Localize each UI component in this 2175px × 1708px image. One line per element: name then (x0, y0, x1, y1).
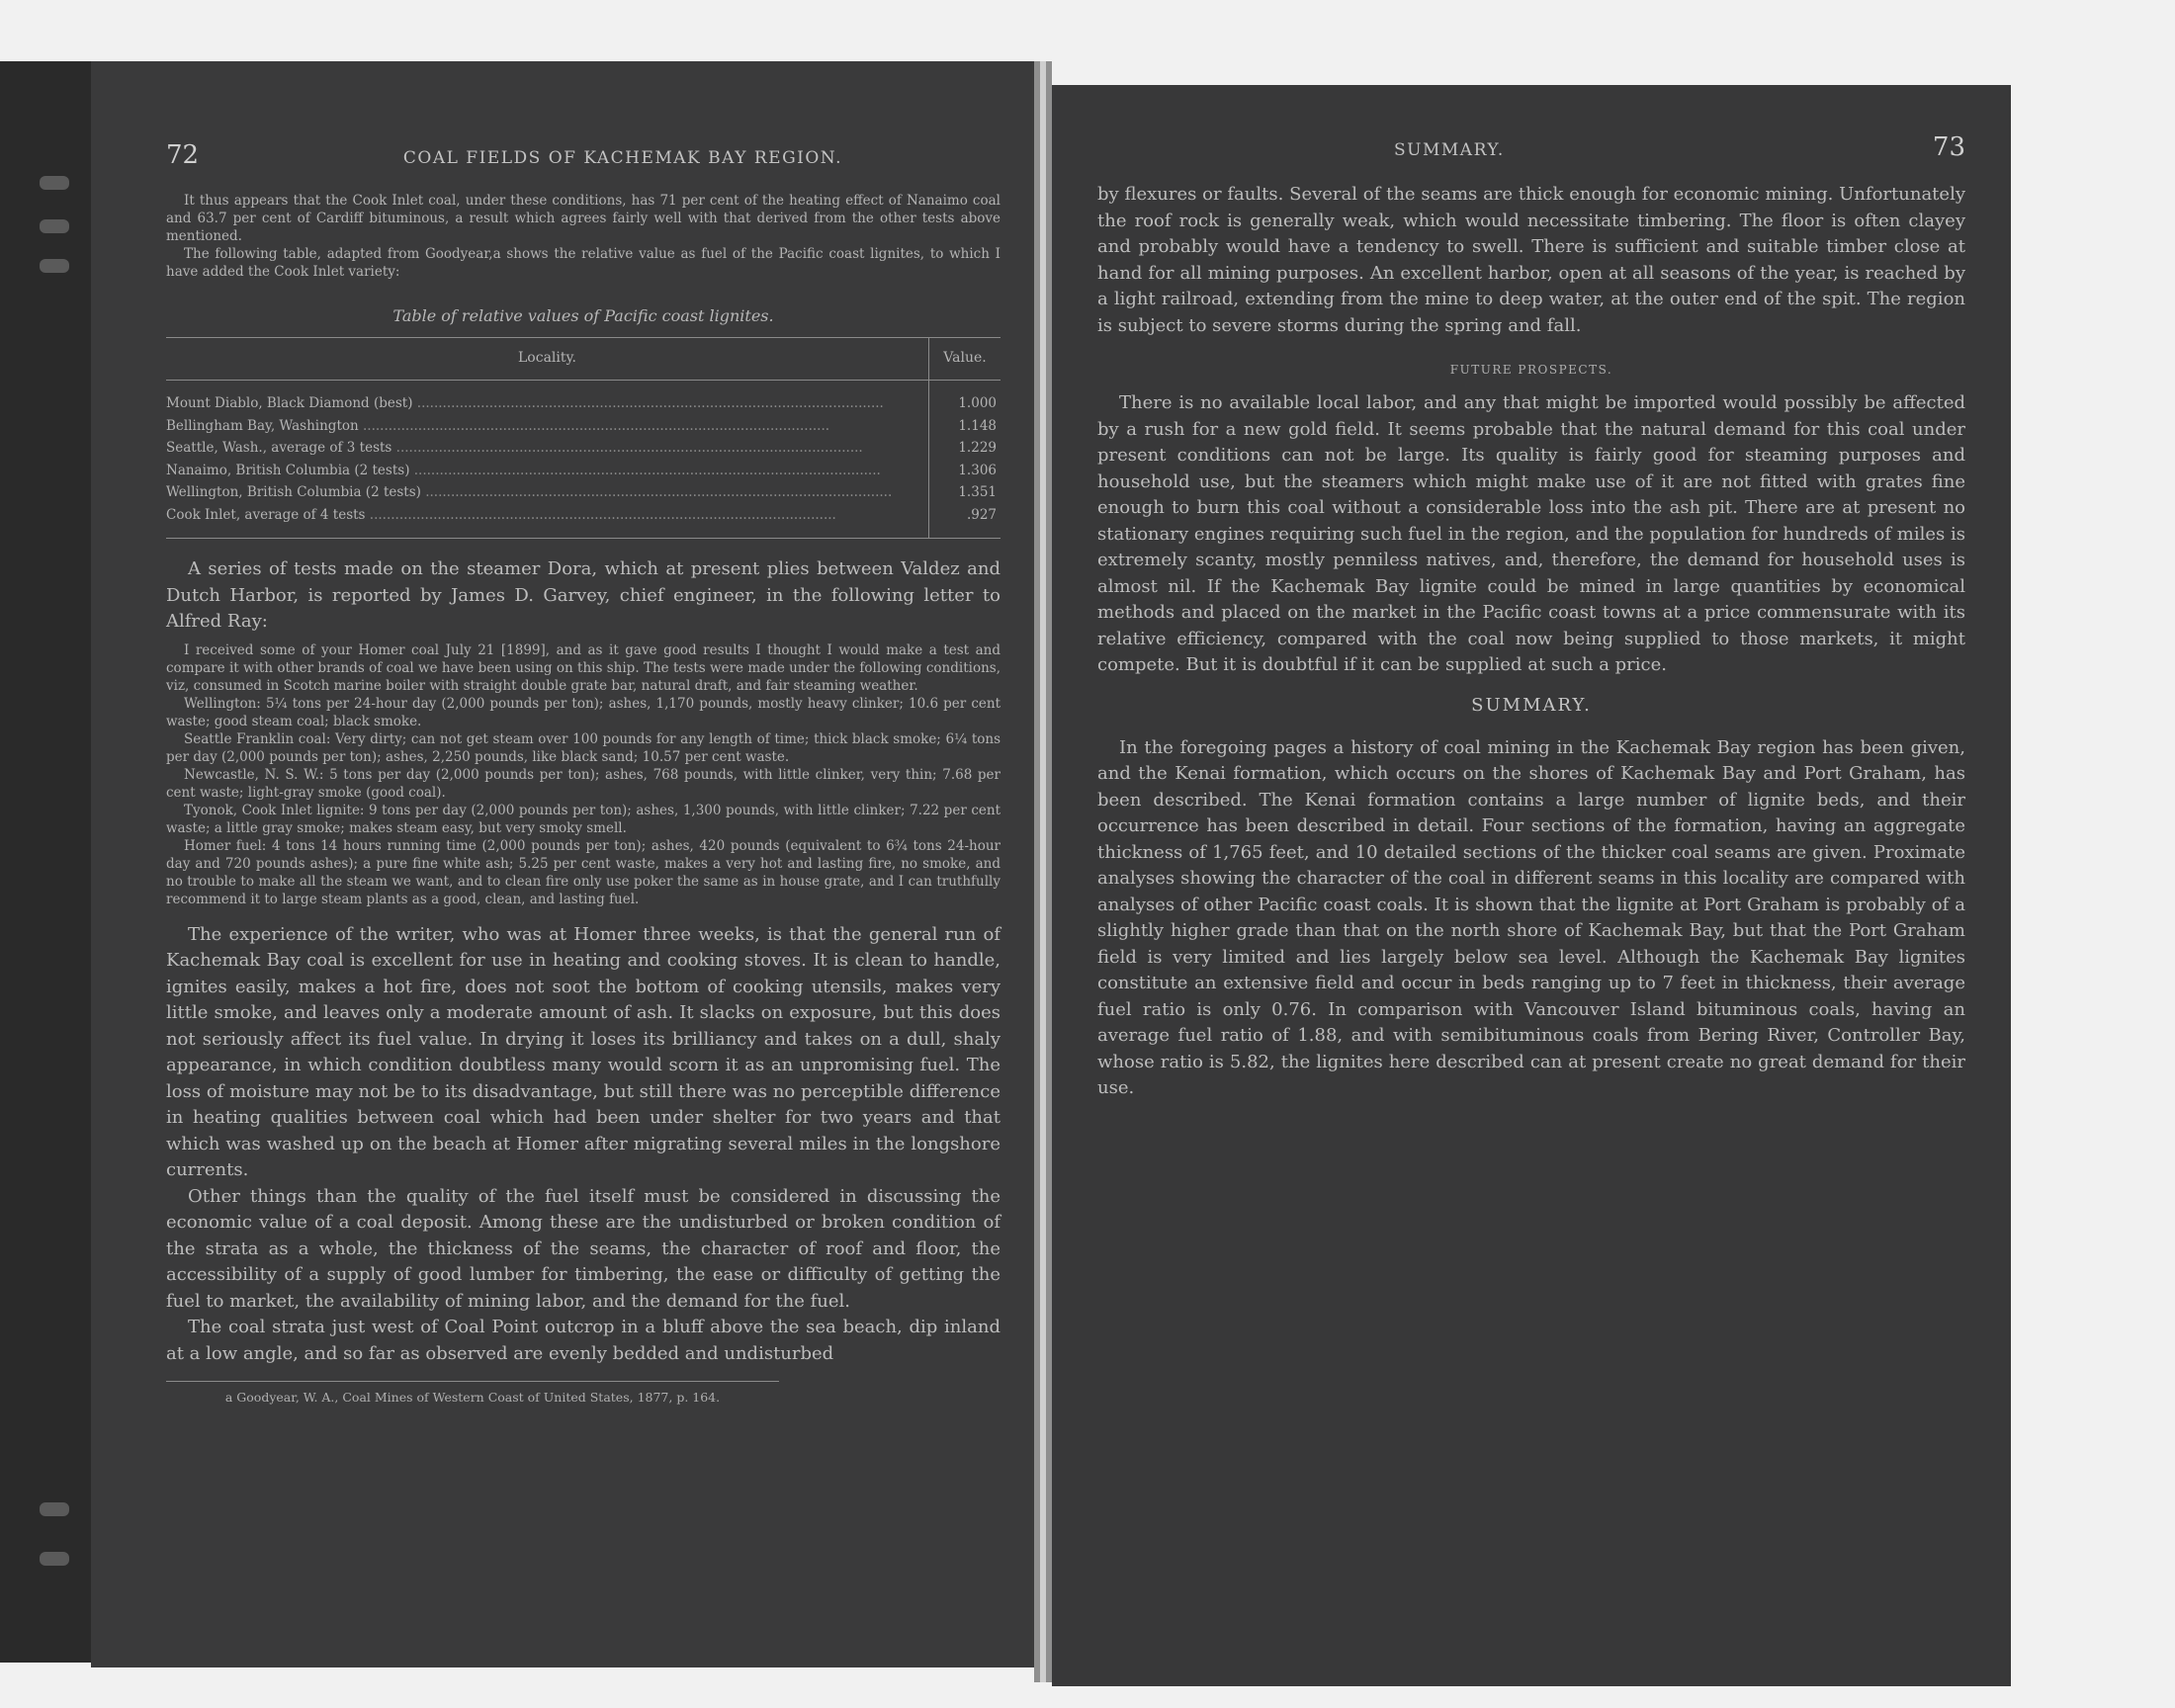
running-title: SUMMARY. (1394, 140, 1505, 160)
table-cell-locality: Seattle, Wash., average of 3 tests (166, 440, 392, 456)
table-row (166, 504, 1000, 539)
scan-speck (40, 1552, 69, 1566)
left-running-head (166, 140, 1000, 170)
continuation-paragraph: by flexures or faults. Several of the seams are thick enough for economic mining. Unfortunately the roof rock is generally weak, which would necessitate timbering. The floor is often clayey and probably would have a tendency to swell. There is sufficient and suitable timber close at hand for all mining purposes. An excellent harbor, open at all seasons of the year, is reached by a light railroad, extending from the mine to deep water, at the outer end of the spit. The region is subject to severe storms during the spring and fall. (1097, 184, 1965, 336)
table-cell-value: 1.000 (958, 395, 997, 411)
future-prospects-heading: FUTURE PROSPECTS. (1449, 363, 1613, 377)
column-header-value: Value. (929, 338, 1001, 381)
book-gutter-highlight (1040, 61, 1046, 1682)
table-row (166, 381, 1000, 415)
intro-paragraph: The following table, adapted from Goodyear,a shows the relative value as fuel of the Pacific coast lignites, to which I have added the Cook Inlet variety: (166, 246, 1000, 280)
right-running-head (1097, 132, 1965, 162)
scan-left-edge (0, 61, 91, 1663)
scan-speck (40, 1502, 69, 1516)
table-row (166, 415, 1000, 438)
footnote: a Goodyear, W. A., Coal Mines of Western Coast of United States, 1877, p. 164. (166, 1381, 779, 1405)
table-row (166, 460, 1000, 482)
letter-paragraph: Wellington: 5¼ tons per 24-hour day (2,000 pounds per ton); ashes, 1,170 pounds, mostly heavy clinker; 10.6 per cent waste; good steam coal; black smoke. (166, 695, 1000, 729)
letter-paragraph: Homer fuel: 4 tons 14 hours running time (2,000 pounds per ton); ashes, 420 pounds (equivalent to 6¾ tons 24-hour day and 720 pounds ashes); a pure fine white ash; 5.25 per cent waste, makes a very hot and lasting fire, no smoke, and no trouble to make all the steam we want, and to clean fire only use poker the same as in house grate, and I can truthfully recommend it to large steam plants as a good, clean, and lasting fuel. (166, 837, 1000, 907)
running-title: COAL FIELDS OF KACHEMAK BAY REGION. (402, 148, 842, 168)
table-cell-locality: Bellingham Bay, Washington (166, 417, 359, 434)
table-cell-locality: Mount Diablo, Black Diamond (best) (166, 395, 413, 411)
summary-paragraph: In the foregoing pages a history of coal mining in the Kachemak Bay region has been given, and the Kenai formation, which occurs on the shores of Kachemak Bay and Port Graham, has been described. The Kenai formation contains a large number of lignite beds, and their occurrence has been described in detail. Four sections of the formation, having an aggregate thickness of 1,765 feet, and 10 detailed sections of the thicker coal seams are given. Proximate analyses showing the character of the coal in different seams in this locality are compared with analyses of other Pacific coast coals. It is shown that the lignite at Port Graham is probably of a slightly higher grade than that on the north shore of Kachemak Bay, but that the Port Graham field is very limited and lies largely below sea level. Although the Kachemak Bay lignites constitute an extensive field and occur in beds ranging up to 7 feet in thickness, their average fuel ratio is only 0.76. In comparison with Vancouver Island bituminous coals, having an average fuel ratio of 1.88, and with semibituminous coals from Bering River, Controller Bay, whose ratio is 5.82, the lignites here described can at present create no great demand for their use. (1097, 736, 1965, 1098)
letter-paragraph: Newcastle, N. S. W.: 5 tons per day (2,000 pounds per ton); ashes, 768 pounds, with little clinker, very thin; 7.68 per cent waste; light-gray smoke (good coal). (166, 766, 1000, 801)
table-cell-locality: Cook Inlet, average of 4 tests (166, 506, 366, 523)
dora-intro-block (166, 556, 1000, 636)
right-page (1052, 85, 2011, 1686)
page-number: 73 (1932, 132, 1965, 162)
dot-leader: .............................................................................................................. (392, 440, 863, 456)
scan-speck (40, 259, 69, 273)
left-page (91, 61, 1042, 1667)
intro-text (166, 192, 1000, 281)
continuation-text (1097, 182, 1965, 339)
summary-heading: SUMMARY. (1471, 694, 1592, 716)
body-paragraph: The coal strata just west of Coal Point outcrop in a bluff above the sea beach, dip inland at a low angle, and so far as observed are evenly bedded and undisturbed (166, 1317, 1000, 1364)
table-cell-value: 1.229 (958, 440, 997, 456)
letter-block (166, 641, 1000, 908)
dot-leader: .............................................................................................................. (409, 462, 881, 478)
dot-leader: .............................................................................................................. (365, 506, 836, 523)
table-title: Table of relative values of Pacific coast lignites. (392, 306, 774, 325)
body-paragraph: The experience of the writer, who was at Homer three weeks, is that the general run of Kachemak Bay coal is excellent for use in heating and cooking stoves. It is clean to handle, ignites easily, makes a hot fire, does not soot the bottom of cooking utensils, makes very little smoke, and leaves only a moderate amount of ash. It slacks on exposure, but this does not seriously affect its fuel value. In drying it loses its brilliancy and takes on a dull, shaly appearance, in which condition doubtless many would scorn it as an unpromising fuel. The loss of moisture may not be to its disadvantage, but still there was no perceptible difference in heating qualities between coal which had been under shelter for two years and that which was washed up on the beach at Homer after migrating several miles in the longshore currents. (166, 923, 1000, 1180)
letter-paragraph: I received some of your Homer coal July 21 [1899], and as it gave good results I thought I would make a test and compare it with other brands of coal we have been using on this ship. The tests were made under the following conditions, viz, consumed in Scotch marine boiler with straight double grate bar, natural draft, and fair steaming weather. (166, 641, 1000, 694)
scan-speck (40, 176, 69, 190)
table-cell-locality: Nanaimo, British Columbia (2 tests) (166, 462, 410, 478)
table-row (166, 481, 1000, 504)
dot-leader: .............................................................................................................. (420, 484, 893, 500)
dot-leader: .............................................................................................................. (412, 395, 884, 411)
future-prospects-paragraph: There is no available local labor, and any that might be imported would possibly be affected by a rush for a new gold field. It seems probable that the natural demand for this coal under present conditions can not be large. Its quality is fairly good for steaming purposes and household use, but the steamers which might make use of it are not fitted with grates fine enough to burn this coal without a considerable loss into the ash pit. There are at present no stationary engines requiring such fuel in the region, and the population for hundreds of miles is extremely scanty, mostly penniless natives, and, therefore, the demand for household uses is almost nil. If the Kachemak Bay lignite could be mined in large quantities by economical methods and placed on the market in the Pacific coast towns at a price commensurate with its relative efficiency, compared with the coal now being supplied to those markets, it might compete. But it is doubtful if it can be supplied at such a price. (1097, 392, 1965, 675)
table-cell-value: 1.306 (958, 462, 997, 478)
table-cell-locality: Wellington, British Columbia (2 tests) (166, 484, 421, 500)
page-number: 72 (166, 140, 200, 170)
future-prospects-text (1097, 390, 1965, 679)
intro-paragraph: It thus appears that the Cook Inlet coal, under these conditions, has 71 per cent of the heating effect of Nanaimo coal and 63.7 per cent of Cardiff bituminous, a result which agrees fairly well with that derived from the other tests above mentioned. (166, 193, 1000, 244)
table-cell-value: 1.351 (958, 484, 997, 500)
column-header-locality: Locality. (166, 338, 929, 381)
dot-leader: .............................................................................................................. (358, 417, 830, 434)
letter-paragraph: Seattle Franklin coal: Very dirty; can not get steam over 100 pounds for any length of time; thick black smoke; 6¼ tons per day (2,000 pounds per ton); ashes, 2,250 pounds, like black sand; 10.57 per cent waste. (166, 730, 1000, 765)
dora-intro-paragraph: A series of tests made on the steamer Dora, which at present plies between Valdez and Dutch Harbor, is reported by James D. Garvey, chief engineer, in the following letter to Alfred Ray: (166, 558, 1000, 632)
scan-speck (40, 219, 69, 233)
table-cell-value: 1.148 (958, 417, 997, 434)
table-cell-value: .927 (929, 504, 1001, 539)
body-text (166, 922, 1000, 1368)
body-paragraph: Other things than the quality of the fuel itself must be considered in discussing the economic value of a coal deposit. Among these are the undisturbed or broken condition of the strata as a whole, the thickness of the seams, the character of roof and floor, the accessibility of a supply of good lumber for timbering, the ease or difficulty of getting the fuel to market, the availability of mining labor, and the demand for the fuel. (166, 1185, 1000, 1312)
table-row (166, 437, 1000, 460)
summary-text (1097, 735, 1965, 1102)
letter-paragraph: Tyonok, Cook Inlet lignite: 9 tons per day (2,000 pounds per ton); ashes, 1,300 pounds, with little clinker; 7.22 per cent waste; a little gray smoke; makes steam easy, but very smoky smell. (166, 802, 1000, 836)
lignite-values-table (166, 337, 1000, 539)
